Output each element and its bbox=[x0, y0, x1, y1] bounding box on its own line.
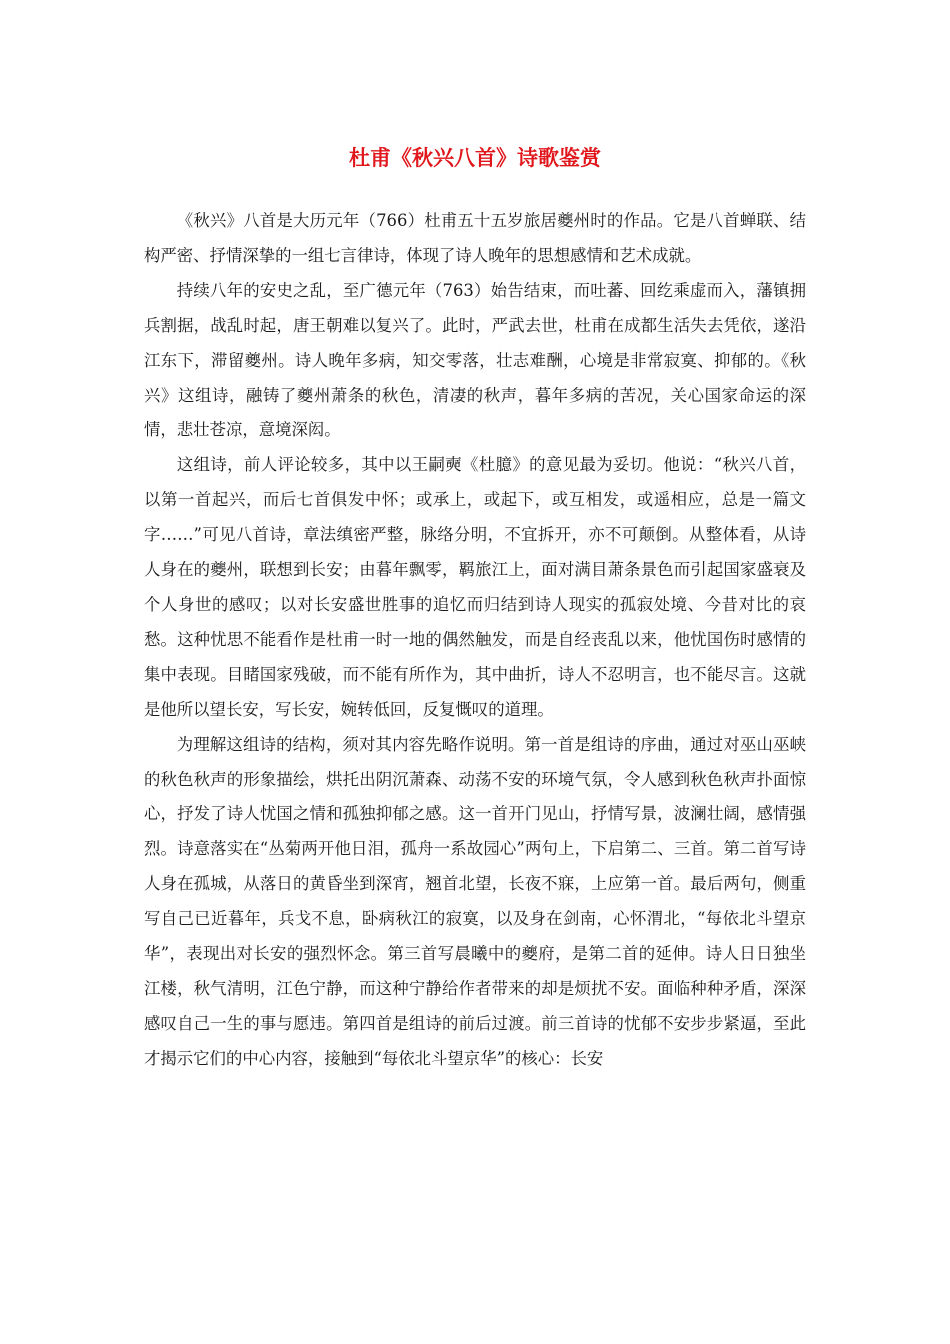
document-body bbox=[144, 204, 806, 1077]
paragraph: 这组诗，前人评论较多，其中以王嗣奭《杜臆》的意见最为妥切。他说：“秋兴八首，以第一首起兴，而后七首俱发中怀；或承上，或起下，或互相发，或遥相应，总是一篇文字……”可见八首诗，章法缜密严整，脉络分明，不宜拆开，亦不可颠倒。从整体看，从诗人身在的夔州，联想到长安；由暮年飘零，羁旅江上，面对满目萧条景色而引起国家盛衰及个人身世的感叹；以对长安盛世胜事的追忆而归结到诗人现实的孤寂处境、今昔对比的哀愁。这种忧思不能看作是杜甫一时一地的偶然触发，而是自经丧乱以来，他忧国伤时感情的集中表现。目睹国家残破，而不能有所作为，其中曲折，诗人不忍明言，也不能尽言。这就是他所以望长安，写长安，婉转低回，反复慨叹的道理。 bbox=[144, 455, 806, 719]
document-title: 杜甫《秋兴八首》诗歌鉴赏 bbox=[349, 145, 601, 170]
paragraph: 持续八年的安史之乱，至广德元年（763）始告结束，而吐蕃、回纥乘虚而入，藩镇拥兵割据，战乱时起，唐王朝难以复兴了。此时，严武去世，杜甫在成都生活失去凭依，遂沿江东下，滞留夔州。诗人晚年多病，知交零落，壮志难酬，心境是非常寂寞、抑郁的。《秋兴》这组诗，融铸了夔州萧条的秋色，清凄的秋声，暮年多病的苦况，关心国家命运的深情，悲壮苍凉，意境深闳。 bbox=[144, 280, 806, 440]
paragraph: 为理解这组诗的结构，须对其内容先略作说明。第一首是组诗的序曲，通过对巫山巫峡的秋色秋声的形象描绘，烘托出阴沉萧森、动荡不安的环境气氛，令人感到秋色秋声扑面惊心，抒发了诗人忧国之情和孤独抑郁之感。这一首开门见山，抒情写景，波澜壮阔，感情强烈。诗意落实在“丛菊两开他日泪，孤舟一系故园心”两句上，下启第二、三首。第二首写诗人身在孤城，从落日的黄昏坐到深宵，翘首北望，长夜不寐，上应第一首。最后两句，侧重写自己已近暮年，兵戈不息，卧病秋江的寂寞，以及身在剑南，心怀渭北，“每依北斗望京华”，表现出对长安的强烈怀念。第三首写晨曦中的夔府，是第二首的延伸。诗人日日独坐江楼，秋气清明，江色宁静，而这种宁静给作者带来的却是烦扰不安。面临种种矛盾，深深感叹自己一生的事与愿违。第四首是组诗的前后过渡。前三首诗的忧郁不安步步紧逼，至此才揭示它们的中心内容，接触到“每依北斗望京华”的核心：长安 bbox=[144, 734, 806, 1068]
paragraph: 《秋兴》八首是大历元年（766）杜甫五十五岁旅居夔州时的作品。它是八首蝉联、结构严密、抒情深挚的一组七言律诗，体现了诗人晚年的思想感情和艺术成就。 bbox=[144, 211, 806, 265]
